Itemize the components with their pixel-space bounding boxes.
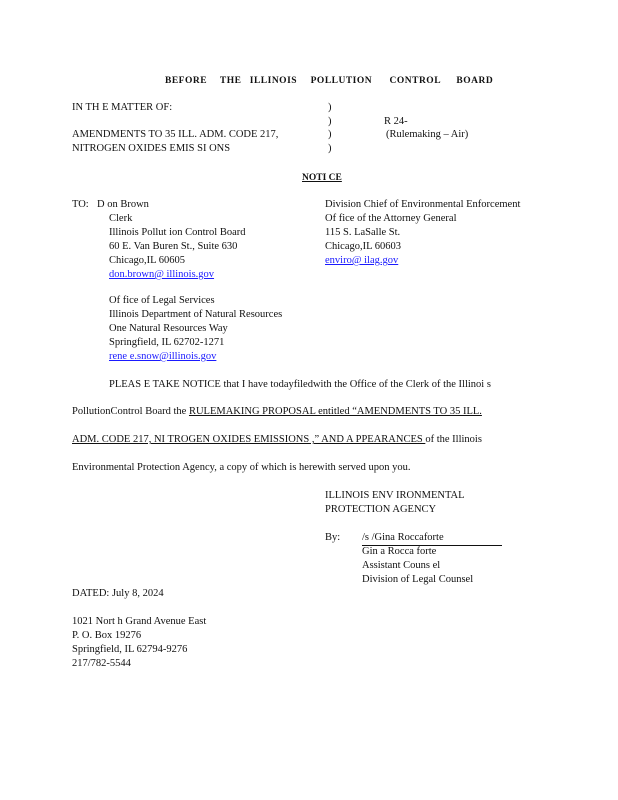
recipient-line: One Natural Resources Way (109, 323, 228, 334)
recipient-dnr (109, 294, 282, 364)
caption-paren: ) (328, 116, 332, 127)
caption-paren: ) (328, 102, 332, 113)
recipient-line: Illinois Department of Natural Resources (109, 309, 283, 320)
address-line: 217/782-5544 (72, 658, 131, 669)
notice-title: NOTI CE (302, 173, 342, 183)
recipient-line: Division Chief of Environmental Enforcement (325, 199, 521, 210)
amendments-line: AMENDMENTS TO 35 ILL. ADM. CODE 217, (72, 129, 279, 140)
recipient-attorney-general (325, 198, 520, 268)
recipient-line: Chicago,IL 60603 (325, 241, 402, 252)
document-title-underlined: RULEMAKING PROPOSAL entitled “AMENDMENTS TO 35 ILL. (188, 406, 482, 417)
body-text: of the Illinois (425, 434, 482, 445)
body-line-4: Environmental Protection Agency, a copy of which is herewith served upon you. (72, 462, 411, 473)
body-text: PollutionControl Board the (72, 406, 189, 417)
recipient-line: Of fice of Legal Services (109, 295, 215, 306)
body-line-1: PLEAS E TAKE NOTICE that I have todayfiledwith the Office of the Clerk of the Illinoi s (109, 379, 491, 390)
recipient-line: Springfield, IL 62702-1271 (109, 337, 225, 348)
address-line: P. O. Box 19276 (72, 630, 142, 641)
agency-name-2: PROTECTION AGENCY (325, 504, 437, 515)
heading-word: BOARD (456, 76, 494, 86)
caption-paren: ) (328, 129, 332, 140)
docket-number: R 24- (384, 116, 408, 127)
signature: /s /Gina Roccaforte (362, 531, 502, 546)
body-line-2 (72, 405, 482, 419)
address-line: Springfield, IL 62794-9276 (72, 644, 188, 655)
to-label: TO: (72, 199, 89, 210)
recipient-line: Clerk (109, 213, 133, 224)
address-line: 1021 Nort h Grand Avenue East (72, 616, 207, 627)
email-link-ag[interactable]: enviro@ ilag.gov (325, 255, 399, 266)
docket-type: (Rulemaking – Air) (386, 129, 469, 140)
board-heading (165, 74, 493, 88)
recipient-line: Of fice of the Attorney General (325, 213, 457, 224)
heading-word: ILLINOIS (249, 76, 298, 86)
email-link-dnr[interactable]: rene e.snow@illinois.gov (109, 351, 217, 362)
in-the-matter: IN TH E MATTER OF: (72, 102, 173, 113)
recipient-line: D on Brown (97, 199, 149, 210)
recipient-line: 60 E. Van Buren St., Suite 630 (109, 241, 238, 252)
heading-word: CONTROL (389, 76, 442, 86)
signer-title: Assistant Couns el (362, 560, 441, 571)
recipient-line: Illinois Pollut ion Control Board (109, 227, 246, 238)
document-title-underlined: ADM. CODE 217, NI TROGEN OXIDES EMISSIONS ,” AND A PPEARANCES (72, 434, 426, 445)
heading-word: POLLUTION (310, 76, 373, 86)
heading-word: THE (219, 76, 242, 86)
body-line-3 (72, 433, 482, 447)
by-label: By: (325, 532, 341, 543)
recipient-line: Chicago,IL 60605 (109, 255, 186, 266)
signer-name: Gin a Rocca forte (362, 546, 437, 557)
agency-address (72, 615, 206, 671)
signer-division: Division of Legal Counsel (362, 574, 474, 585)
recipient-line: 115 S. LaSalle St. (325, 227, 401, 238)
dated-line: DATED: July 8, 2024 (72, 588, 164, 599)
heading-word: BEFORE (165, 76, 208, 86)
recipient-clerk (97, 198, 246, 282)
nitrogen-line: NITROGEN OXIDES EMIS SI ONS (72, 143, 231, 154)
email-link-clerk[interactable]: don.brown@ illinois.gov (109, 269, 215, 280)
agency-name-1: ILLINOIS ENV IRONMENTAL (325, 490, 465, 501)
signature-line (362, 531, 502, 546)
caption-paren: ) (328, 143, 332, 154)
